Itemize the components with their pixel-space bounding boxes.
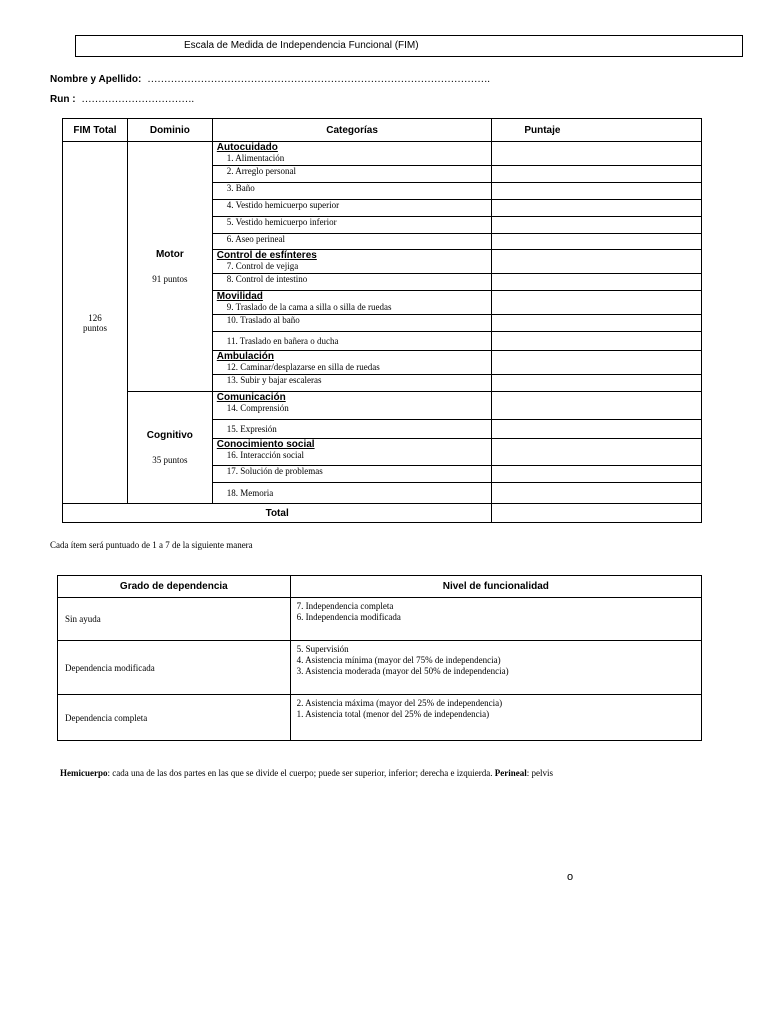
level-line: 7. Independencia completa [296,601,394,611]
score-cell[interactable] [492,439,702,466]
def-perineal: : pelvis [526,768,553,778]
score-cell[interactable] [492,142,702,166]
scoring-note: Cada ítem será puntuado de 1 a 7 de la siguiente manera [50,540,253,550]
group-title-comunicacion: Comunicación [216,392,286,403]
grade-header-row [58,576,702,598]
score-cell[interactable] [492,420,702,439]
score-cell[interactable] [492,183,702,200]
score-cell[interactable] [492,234,702,250]
group-title-autocuidado: Autocuidado [216,142,278,153]
group-title-control-esfinteres: Control de esfínteres [216,250,317,261]
table-row [63,142,702,166]
table-row [58,598,702,641]
fim-header-row [63,119,702,142]
level-line: 3. Asistencia moderada (mayor del 50% de independencia) [296,666,509,676]
fim-table [62,118,702,523]
level-line: 4. Asistencia mínima (mayor del 75% de independencia) [296,655,501,665]
table-row [63,392,702,420]
domain-cognitivo-cell [127,392,212,504]
header-dominio: Dominio [127,119,212,142]
table-row [58,695,702,741]
total-label: Total [63,504,492,523]
term-perineal: Perineal [494,768,527,778]
header-fim-total: FIM Total [63,119,128,142]
header-nivel: Nivel de funcionalidad [290,576,701,598]
item-16: 16. Interacción social [226,450,305,460]
score-cell[interactable] [492,375,702,392]
item-8: 8. Control de intestino [226,274,308,284]
group-title-movilidad: Movilidad [216,291,263,302]
item-4: 4. Vestido hemicuerpo superior [226,200,340,210]
header-grado: Grado de dependencia [58,576,291,598]
name-field-label: Nombre y Apellido: [50,74,142,85]
item-10: 10. Traslado al baño [226,315,300,325]
levels-cell [290,641,701,695]
score-cell[interactable] [492,291,702,315]
score-cell[interactable] [492,332,702,351]
header-puntaje: Puntaje [492,119,702,142]
level-line: 2. Asistencia máxima (mayor del 25% de independencia) [296,698,503,708]
table-row [58,641,702,695]
score-cell[interactable] [492,166,702,183]
run-field-dots: ……………………………. [81,94,195,105]
grade-cell: Dependencia modificada [58,641,291,695]
item-17: 17. Solución de problemas [226,466,323,476]
score-cell[interactable] [492,392,702,420]
def-hemicuerpo: : cada una de las dos partes en las que se divide el cuerpo; puede ser superior, inferior; derecha e izquierda. [107,768,495,778]
total-score-cell[interactable] [492,504,702,523]
item-6: 6. Aseo perineal [226,234,286,244]
category-cell [212,142,492,166]
domain-cognitivo-points: 35 puntos [152,455,188,465]
total-row [63,504,702,523]
header-categorias: Categorías [212,119,492,142]
item-13: 13. Subir y bajar escaleras [226,375,322,385]
item-12: 12. Caminar/desplazarse en silla de ruedas [226,362,380,372]
score-cell[interactable] [492,466,702,483]
fim-total-value: 126 [88,312,102,323]
score-cell[interactable] [492,351,702,375]
grade-cell: Dependencia completa [58,695,291,741]
level-line: 1. Asistencia total (menor del 25% de independencia) [296,709,490,719]
score-cell[interactable] [492,250,702,274]
definitions-line [60,768,553,778]
item-11: 11. Traslado en bañera o ducha [226,335,339,346]
score-cell[interactable] [492,274,702,291]
domain-motor-name: Motor [155,249,184,260]
item-1: 1. Alimentación [226,153,285,163]
item-15: 15. Expresión [226,423,277,434]
levels-cell [290,695,701,741]
score-cell[interactable] [492,200,702,217]
group-title-conocimiento-social: Conocimiento social [216,439,315,450]
score-cell[interactable] [492,315,702,332]
term-hemicuerpo: Hemicuerpo [60,768,108,778]
item-9: 9. Traslado de la cama a silla o silla de ruedas [226,302,392,312]
name-field [50,74,490,85]
stray-mark: o [567,871,574,883]
item-7: 7. Control de vejiga [226,261,299,271]
score-cell[interactable] [492,483,702,504]
domain-motor-points: 91 puntos [152,274,188,284]
document-title-box [75,35,743,57]
fim-total-unit: puntos [82,322,107,333]
level-line: 6. Independencia modificada [296,612,401,622]
run-field-label: Run : [50,94,76,105]
run-field [50,94,194,105]
item-5: 5. Vestido hemicuerpo inferior [226,217,337,227]
fim-total-cell [63,142,128,504]
group-title-ambulacion: Ambulación [216,351,275,362]
grade-cell: Sin ayuda [58,598,291,641]
item-14: 14. Comprensión [226,403,289,413]
levels-cell [290,598,701,641]
item-2: 2. Arreglo personal [226,166,297,176]
name-field-dots: …………………………………………………………………………………………. [147,74,490,85]
level-line: 5. Supervisión [296,644,349,654]
domain-cognitivo-name: Cognitivo [146,430,193,441]
grade-table [57,575,702,741]
item-3: 3. Baño [226,183,255,193]
domain-motor-cell [127,142,212,392]
item-18: 18. Memoria [226,487,274,498]
score-cell[interactable] [492,217,702,234]
document-title: Escala de Medida de Independencia Funcional (FIM) [184,40,419,51]
